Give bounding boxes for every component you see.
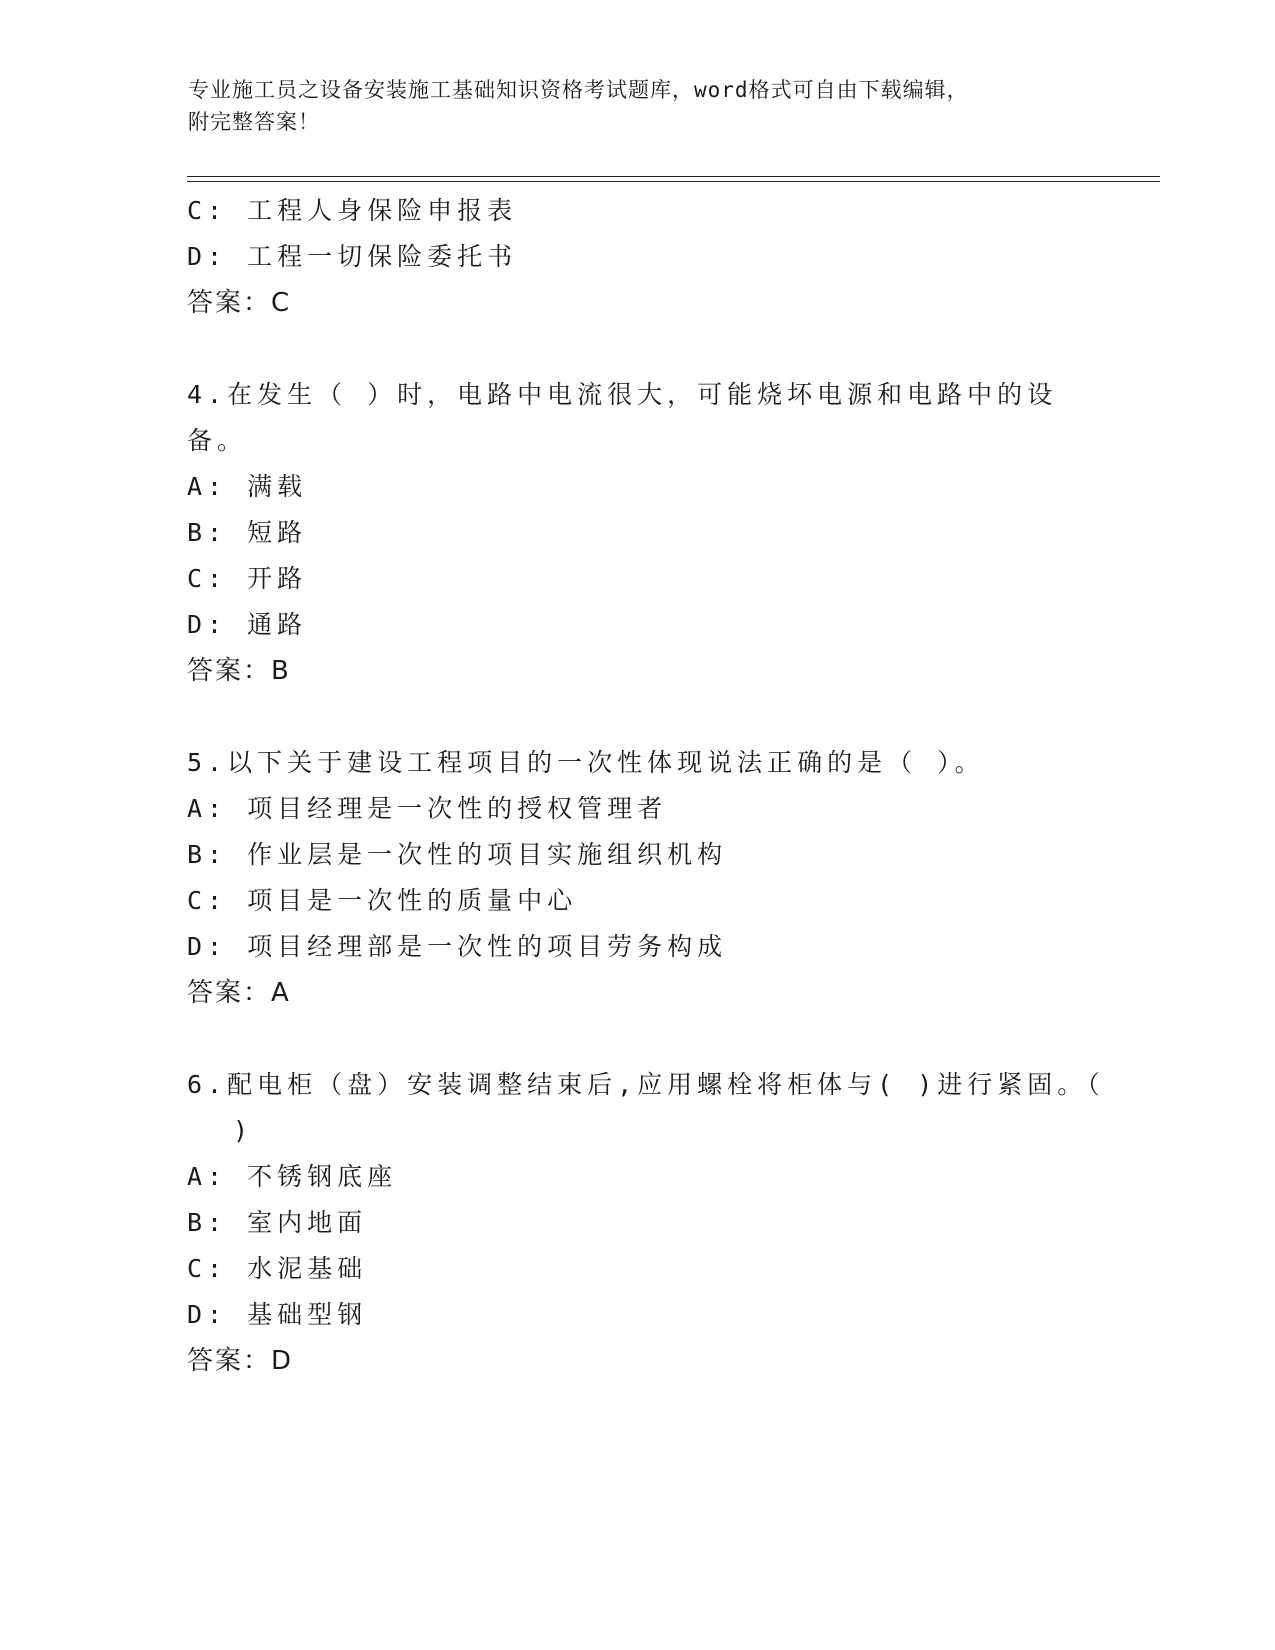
answer: 答案：A bbox=[187, 978, 291, 1008]
option-a: A: 不锈钢底座 bbox=[187, 1162, 398, 1191]
header-rule-bottom bbox=[187, 181, 1160, 182]
question-5 bbox=[187, 740, 1117, 1016]
question-stem: 6.配电柜（盘）安装调整结束后,应用螺栓将柜体与( )进行紧固。（ bbox=[187, 1070, 1105, 1099]
option-d: D: 项目经理部是一次性的项目劳务构成 bbox=[187, 932, 728, 961]
question-list bbox=[187, 188, 1117, 1384]
question-4 bbox=[187, 372, 1117, 694]
option-b: B: 作业层是一次性的项目实施组织机构 bbox=[187, 840, 728, 869]
document-header bbox=[188, 74, 1088, 138]
header-line-2: 附完整答案！ bbox=[188, 110, 320, 134]
option-a: A: 满载 bbox=[187, 472, 308, 501]
spacer bbox=[187, 1016, 1117, 1062]
option-a: A: 项目经理是一次性的授权管理者 bbox=[187, 794, 668, 823]
question-3-tail bbox=[187, 188, 1117, 326]
option-b: B: 短路 bbox=[187, 518, 308, 547]
spacer bbox=[187, 694, 1117, 740]
option-c: C: 开路 bbox=[187, 564, 308, 593]
option-c: C: 项目是一次性的质量中心 bbox=[187, 886, 578, 915]
question-6 bbox=[187, 1062, 1117, 1384]
header-rule-top bbox=[187, 176, 1160, 177]
option-d: D: 基础型钢 bbox=[187, 1300, 368, 1329]
option-b: B: 室内地面 bbox=[187, 1208, 368, 1237]
option-c: C: 工程人身保险申报表 bbox=[187, 196, 518, 225]
spacer bbox=[187, 326, 1117, 372]
question-stem-continuation: ) bbox=[233, 1116, 254, 1145]
option-d: D: 工程一切保险委托书 bbox=[187, 242, 518, 271]
header-line-1: 专业施工员之设备安装施工基础知识资格考试题库，word格式可自由下载编辑， bbox=[188, 78, 969, 102]
answer: 答案：D bbox=[187, 1346, 294, 1376]
answer: 答案：B bbox=[187, 656, 291, 686]
option-c: C: 水泥基础 bbox=[187, 1254, 368, 1283]
option-d: D: 通路 bbox=[187, 610, 308, 639]
question-stem: 4.在发生（ ）时，电路中电流很大，可能烧坏电源和电路中的设备。 bbox=[187, 380, 1058, 455]
answer: 答案：C bbox=[187, 288, 292, 318]
question-stem: 5.以下关于建设工程项目的一次性体现说法正确的是（ ）。 bbox=[187, 748, 985, 777]
